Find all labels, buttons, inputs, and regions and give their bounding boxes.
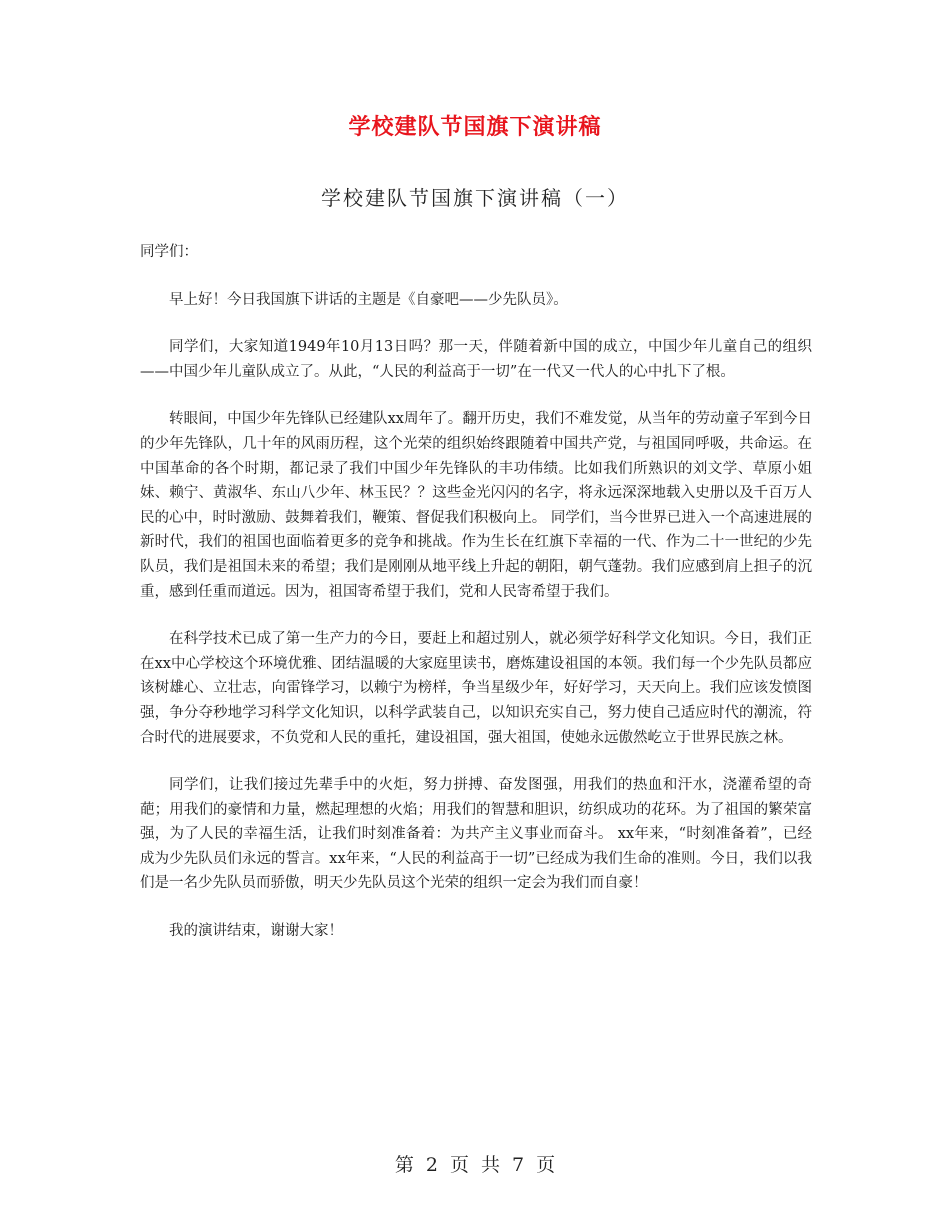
greeting: 同学们：	[140, 244, 198, 260]
paragraph: 在科学技术已成了第一生产力的今日，要赶上和超过别人，就必须学好科学文化知识。今日，我们正在xx中心学校这个环境优雅、团结温暖的大家庭里读书，磨炼建设祖国的本领。我们每一个少先队员都应该树雄心、立壮志，向雷锋学习，以赖宁为榜样，争当星级少年，好好学习，天天向上。我们应该发愤图强，争分夺秒地学习科学文化知识，以科学武装自己，以知识充实自己，努力使自己适应时代的潮流，符合时代的进展要求，不负党和人民的重托，建设祖国，强大祖国，使她永远傲然屹立于世界民族之林。	[140, 631, 812, 746]
paragraph: 同学们，大家知道1949年10月13日吗？那一天，伴随着新中国的成立，中国少年儿童自己的组织——中国少年儿童队成立了。从此，“人民的利益高于一切”在一代又一代人的心中扎下了根。	[140, 339, 812, 380]
paragraph: 我的演讲结束，谢谢大家！	[169, 923, 343, 940]
page-number-footer: 第 2 页 共 7 页	[394, 1154, 556, 1176]
document-subtitle: 学校建队节国旗下演讲稿（一）	[321, 186, 629, 210]
paragraph: 早上好！今日我国旗下讲话的主题是《自豪吧——少先队员》。	[169, 291, 568, 308]
document-body	[140, 240, 812, 967]
document-title: 学校建队节国旗下演讲稿	[348, 114, 602, 140]
paragraph: 转眼间，中国少年先锋队已经建队xx周年了。翻开历史，我们不难发觉，从当年的劳动童子军到今日的少年先锋队，几十年的风雨历程，这个光荣的组织始终跟随着中国共产党，与祖国同呼吸，共命运。在中国革命的各个时期，都记录了我们中国少年先锋队的丰功伟绩。比如我们所熟识的刘文学、草原小姐妹、赖宁、黄淑华、东山八少年、林玉民？？这些金光闪闪的名字，将永远深深地载入史册以及千百万人民的心中，时时激励、鼓舞着我们，鞭策、督促我们积极向上。 同学们，当今世界已进入一个高速进展的新时代，我们的祖国也面临着更多的竞争和挑战。作为生长在红旗下幸福的一代、作为二十一世纪的少先队员，我们是祖国未来的希望；我们是刚刚从地平线上升起的朝阳，朝气蓬勃。我们应感到肩上担子的沉重，感到任重而道远。因为，祖国寄希望于我们，党和人民寄希望于我们。	[140, 411, 812, 600]
paragraph: 同学们，让我们接过先辈手中的火炬，努力拼搏、奋发图强，用我们的热血和汗水，浇灌希望的奇葩；用我们的豪情和力量，燃起理想的火焰；用我们的智慧和胆识，纺织成功的花环。为了祖国的繁荣富强，为了人民的幸福生活，让我们时刻准备着：为共产主义事业而奋斗。 xx年来，“时刻准备着”，已经成为少先队员们永远的誓言。xx年来，“人民的利益高于一切”已经成为我们生命的准则。今日，我们以我们是一名少先队员而骄傲，明天少先队员这个光荣的组织一定会为我们而自豪！	[140, 777, 812, 892]
